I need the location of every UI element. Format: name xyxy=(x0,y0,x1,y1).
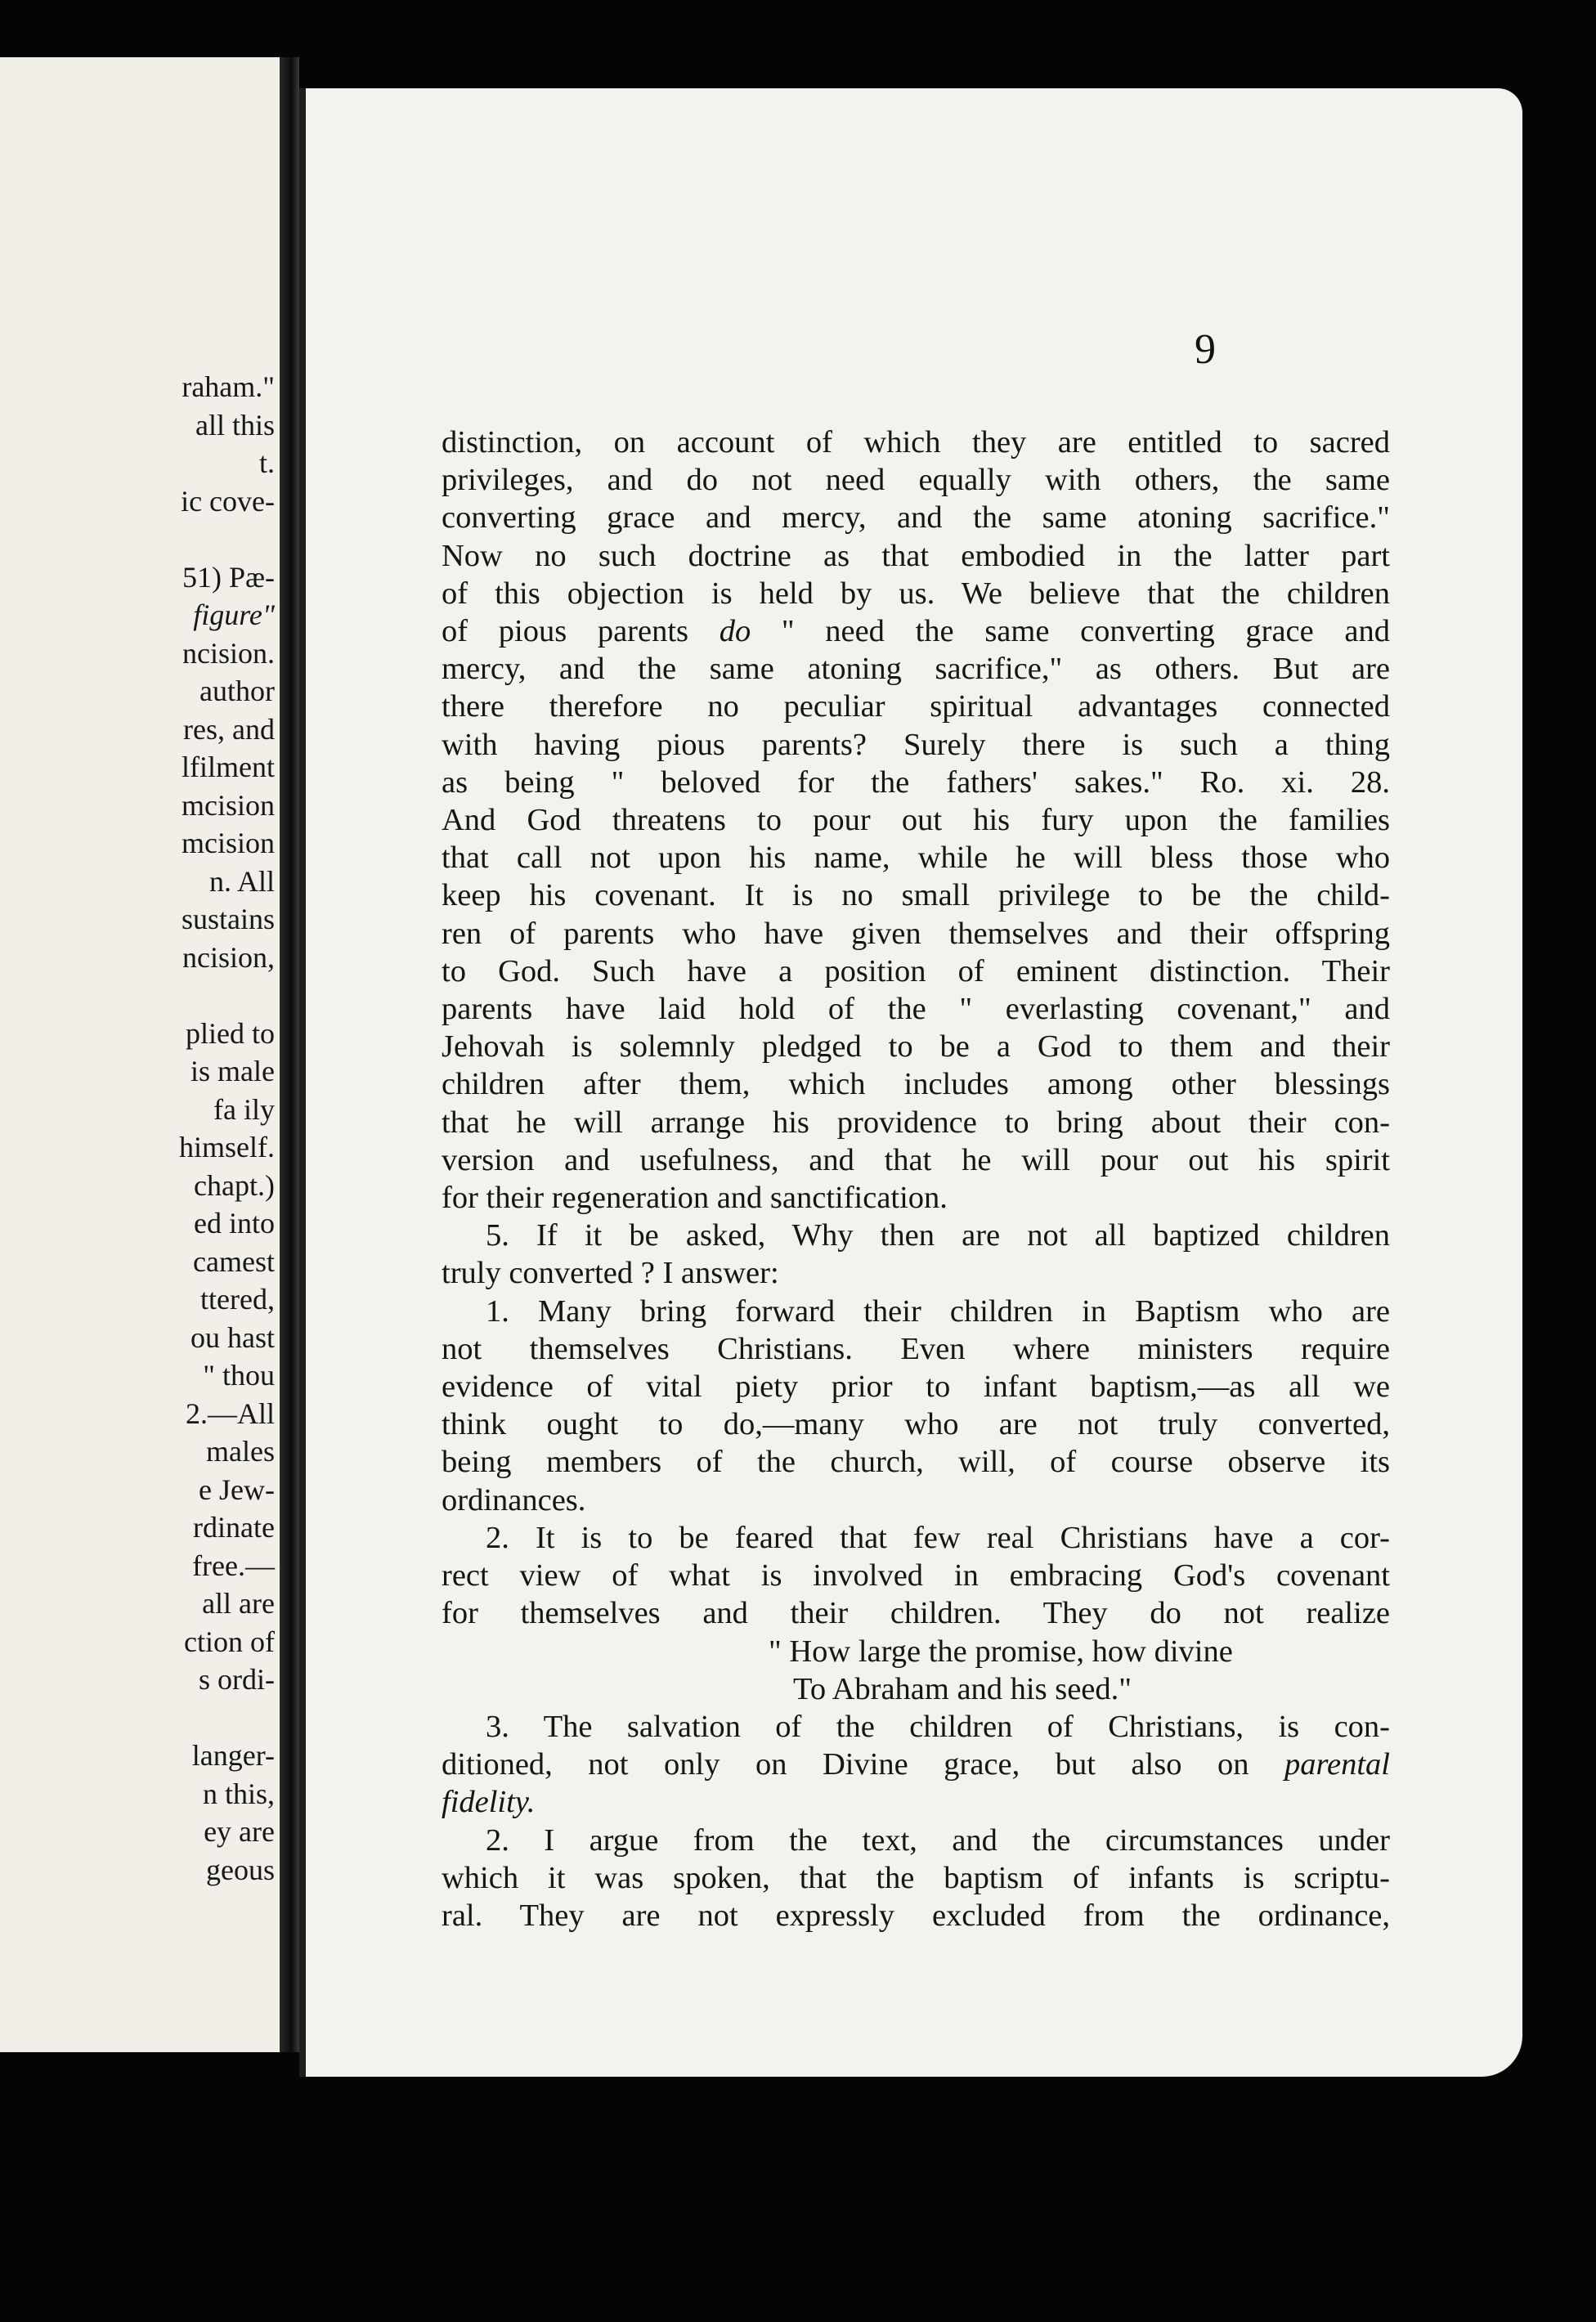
left-line: figure" xyxy=(193,598,275,631)
left-gap xyxy=(0,1699,280,1737)
page-number: 9 xyxy=(1195,326,1216,373)
left-line: s ordi- xyxy=(199,1663,275,1696)
left-line: langer- xyxy=(191,1739,275,1772)
left-line: " thou xyxy=(203,1359,275,1392)
left-line: males xyxy=(206,1435,275,1468)
text-line: 2. It is to be feared that few real Christians have a cor- xyxy=(486,1520,1390,1555)
left-line: ttered, xyxy=(200,1283,275,1316)
text-line: And God threatens to pour out his fury upon the families xyxy=(442,803,1390,838)
left-line: lfilment xyxy=(182,751,275,783)
text-line: parents have laid hold of the " everlasting covenant," and xyxy=(442,992,1390,1027)
left-line: n. All xyxy=(208,864,275,898)
left-line: ncision, xyxy=(182,940,275,974)
text-line: ral. They are not expressly excluded from the ordinance, xyxy=(442,1898,1390,1933)
page-edge-rule xyxy=(299,88,306,2077)
text-line: 1. Many bring forward their children in Baptism who are xyxy=(486,1293,1390,1329)
left-line: is male xyxy=(191,1055,275,1087)
left-line: ou hast xyxy=(191,1320,275,1354)
left-page xyxy=(0,57,280,2052)
left-line: geous xyxy=(206,1853,275,1886)
text-line: truly converted ? I answer: xyxy=(442,1256,779,1291)
book-gutter xyxy=(280,57,299,2052)
left-line: all this xyxy=(195,408,275,442)
text-line: children after them, which includes among other blessings xyxy=(442,1067,1390,1102)
text-line: evidence of vital piety prior to infant baptism,—as all we xyxy=(442,1369,1390,1405)
text-line: 3. The salvation of the children of Christians, is con- xyxy=(486,1709,1390,1744)
text-line: 5. If it be asked, Why then are not all baptized children xyxy=(486,1218,1390,1253)
text-line: think ought to do,—many who are not truly converted, xyxy=(442,1407,1390,1442)
left-line: ed into xyxy=(194,1207,275,1239)
left-line: all are xyxy=(202,1587,275,1620)
emphasis-fidelity: fidelity. xyxy=(442,1785,536,1820)
left-line: ncision. xyxy=(182,636,275,670)
text-line: converting grace and mercy, and the same atoning sacrifice." xyxy=(442,500,1390,536)
text-line: privileges, and do not need equally with others, the same xyxy=(442,463,1390,498)
left-line: e Jew- xyxy=(199,1473,275,1506)
left-line: raham." xyxy=(182,370,275,403)
emphasis-do: do xyxy=(719,614,751,649)
text-line: keep his covenant. It is no small privilege to be the child- xyxy=(442,878,1390,913)
text-line: ren of parents who have given themselves and their offspring xyxy=(442,916,1390,951)
left-page-text xyxy=(0,368,280,1889)
left-gap xyxy=(0,520,280,558)
left-line: t. xyxy=(258,446,275,479)
text-line: for their regeneration and sanctification. xyxy=(442,1181,948,1216)
left-line: ction of xyxy=(184,1625,275,1658)
text-line: there therefore no peculiar spiritual advantages connected xyxy=(442,689,1390,724)
text-line: which it was spoken, that the baptism of infants is scriptu- xyxy=(442,1860,1390,1895)
left-gap xyxy=(0,976,280,1015)
text-line xyxy=(442,1783,1390,1821)
left-line: rdinate xyxy=(193,1511,275,1544)
left-line: 2.—All xyxy=(185,1396,275,1430)
quote-line: " How large the promise, how divine xyxy=(769,1634,1233,1669)
text-line: that call not upon his name, while he will bless those who xyxy=(442,840,1390,876)
text-line: as being " beloved for the fathers' sakes." Ro. xi. 28. xyxy=(442,764,1390,800)
left-line: 51) Pæ- xyxy=(182,560,275,594)
text-line: distinction, on account of which they are entitled to sacred xyxy=(442,425,1390,459)
left-line: camest xyxy=(193,1244,275,1278)
right-page xyxy=(299,88,1522,2077)
text-line: Now no such doctrine as that embodied in the latter part xyxy=(442,538,1390,573)
left-line: ic cove- xyxy=(181,484,275,518)
left-line: himself. xyxy=(179,1131,275,1163)
left-line: mcision xyxy=(182,788,275,822)
emphasis-parental: parental xyxy=(1284,1747,1391,1782)
text-line: being members of the church, will, of course observe its xyxy=(442,1445,1390,1480)
text-line: ordinances. xyxy=(442,1482,586,1517)
text-line: with having pious parents? Surely there is such a thing xyxy=(442,727,1390,762)
left-line: res, and xyxy=(183,712,275,746)
text-line: of pious parents do " need the same converting grace and xyxy=(442,614,1390,649)
left-line: mcision xyxy=(182,827,275,859)
text-line: to God. Such have a position of eminent distinction. Their xyxy=(442,953,1390,988)
text-line: rect view of what is involved in embracing God's covenant xyxy=(442,1558,1390,1594)
left-line: sustains xyxy=(181,903,275,935)
left-line: ey are xyxy=(204,1815,275,1848)
text-line: version and usefulness, and that he will pour out his spirit xyxy=(442,1142,1390,1177)
text-line: Jehovah is solemnly pledged to be a God to them and their xyxy=(442,1029,1390,1065)
text-line: for themselves and their children. They do not realize xyxy=(442,1596,1390,1631)
text-line: mercy, and the same atoning sacrifice," as others. But are xyxy=(442,652,1390,687)
text-line: 2. I argue from the text, and the circumstances under xyxy=(486,1822,1390,1858)
text-line: not themselves Christians. Even where ministers require xyxy=(442,1331,1390,1366)
text-line: that he will arrange his providence to bring about their con- xyxy=(442,1105,1390,1140)
body-text xyxy=(442,424,1390,1934)
left-line: fa ily xyxy=(213,1092,275,1126)
text-line: ditioned, not only on Divine grace, but also on parental xyxy=(442,1747,1391,1782)
left-line: plied to xyxy=(186,1016,275,1050)
left-line: n this, xyxy=(202,1777,275,1810)
left-line: author xyxy=(200,675,275,707)
quote-line: To Abraham and his seed." xyxy=(793,1671,1132,1706)
left-line: chapt.) xyxy=(194,1168,275,1202)
left-line: free.— xyxy=(192,1549,275,1582)
text-line: of this objection is held by us. We believe that the children xyxy=(442,576,1390,611)
